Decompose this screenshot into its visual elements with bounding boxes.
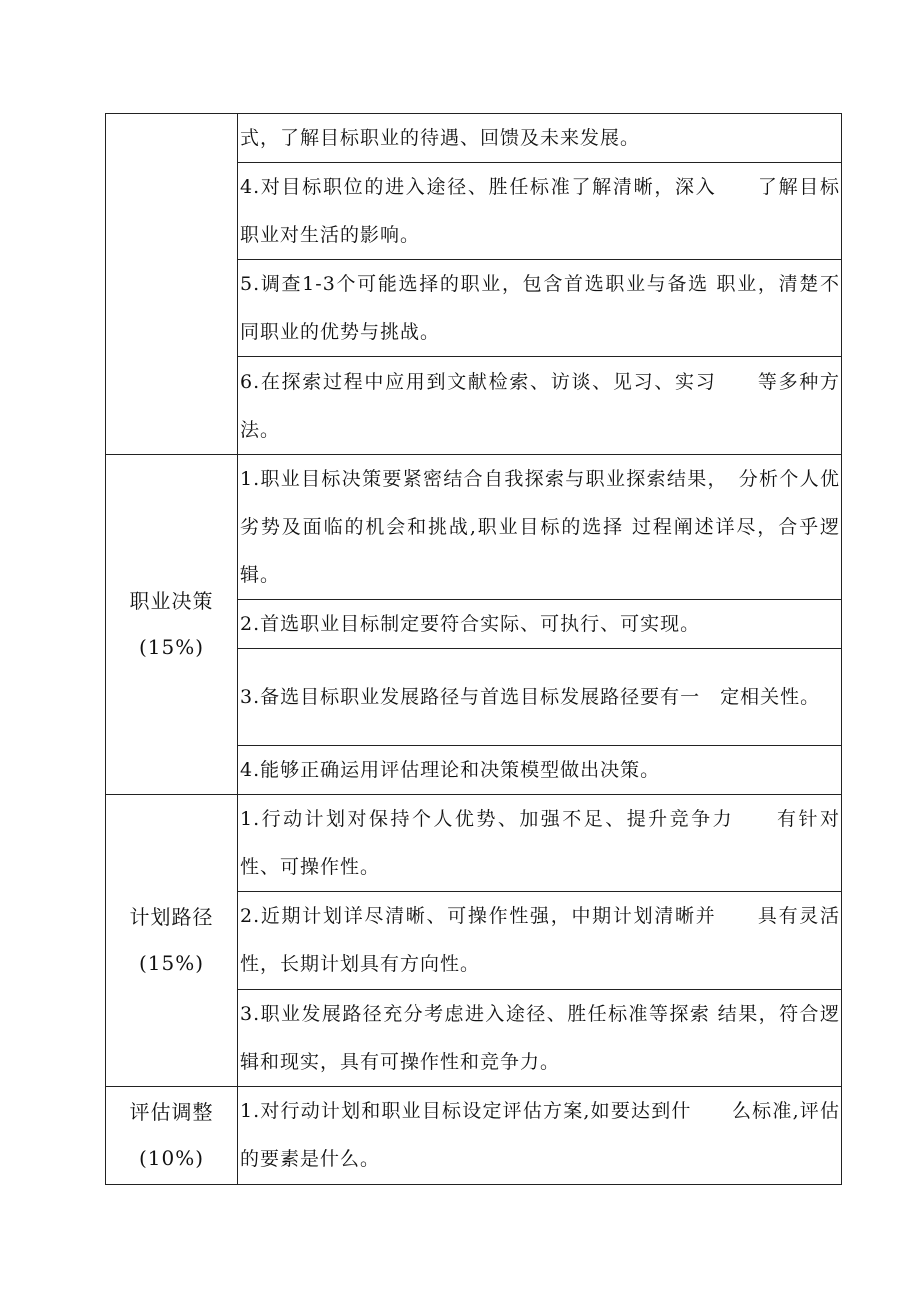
criteria-item: 2.近期计划详尽清晰、可操作性强，中期计划清晰并 具有灵活性，长期计划具有方向性。: [238, 892, 842, 989]
category-cell: [106, 795, 238, 1087]
category-label: 评估调整: [129, 1100, 214, 1125]
category-label: 职业决策: [129, 589, 214, 614]
category-cell: [106, 1086, 238, 1184]
criteria-item: 5.调查1-3个可能选择的职业，包含首选职业与备选 职业，清楚不同职业的优势与挑战。: [238, 260, 842, 357]
criteria-item: 6.在探索过程中应用到文献检索、访谈、见习、实习 等多种方法。: [238, 357, 842, 454]
table-row: [106, 454, 842, 599]
table-row: [106, 1086, 842, 1184]
criteria-item: 3.职业发展路径充分考虑进入途径、胜任标准等探索 结果，符合逻辑和现实，具有可操作性和竞争力。: [238, 989, 842, 1086]
criteria-item: 1.职业目标决策要紧密结合自我探索与职业探索结果， 分析个人优劣势及面临的机会和挑战,职业目标的选择 过程阐述详尽，合乎逻辑。: [238, 454, 842, 599]
criteria-item: 4.对目标职位的进入途径、胜任标准了解清晰，深入 了解目标职业对生活的影响。: [238, 163, 842, 260]
category-cell: [106, 114, 238, 455]
table-row: [106, 795, 842, 892]
category-percent: (15%): [138, 951, 205, 976]
criteria-item: 1.行动计划对保持个人优势、加强不足、提升竞争力 有针对性、可操作性。: [238, 795, 842, 892]
category-percent: (10%): [138, 1146, 205, 1171]
category-label: 计划路径: [129, 905, 214, 930]
criteria-item: 4.能够正确运用评估理论和决策模型做出决策。: [238, 746, 842, 795]
table-row: [106, 114, 842, 163]
criteria-item: 1.对行动计划和职业目标设定评估方案,如要达到什 么标准,评估的要素是什么。: [238, 1086, 842, 1184]
category-cell: [106, 454, 238, 795]
criteria-item: 3.备选目标职业发展路径与首选目标发展路径要有一 定相关性。: [238, 648, 842, 745]
criteria-table: [105, 113, 842, 1185]
criteria-item: 式，了解目标职业的待遇、回馈及未来发展。: [238, 114, 842, 163]
category-percent: (15%): [138, 635, 205, 660]
criteria-item: 2.首选职业目标制定要符合实际、可执行、可实现。: [238, 599, 842, 648]
